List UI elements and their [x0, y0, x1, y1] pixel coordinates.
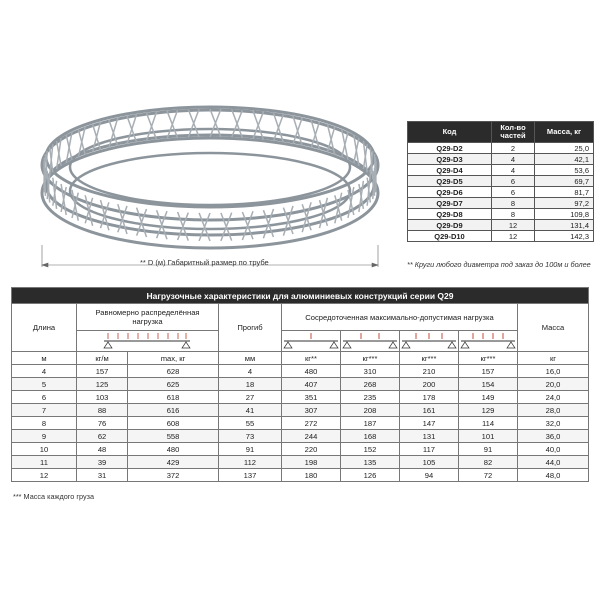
load-cell: 117 [399, 443, 458, 456]
single-point-load-icon [282, 332, 340, 350]
load-cell: 73 [218, 430, 281, 443]
load-cell: 6 [12, 391, 77, 404]
unit-cell: кг/м [77, 352, 128, 365]
load-cell: 180 [281, 469, 340, 482]
load-row [12, 430, 589, 443]
mass-cell: 131,4 [535, 220, 594, 231]
load-cell: 372 [128, 469, 219, 482]
load-row [12, 456, 589, 469]
mass-cell: 81,7 [535, 187, 594, 198]
header-length: Длина [12, 304, 77, 352]
parts-cell: 6 [492, 176, 535, 187]
dimension-label: ** D (м) Габаритный размер по трубе [140, 258, 269, 267]
codes-row [408, 176, 594, 187]
load-cell: 112 [218, 456, 281, 469]
load-cell: 28,0 [518, 404, 589, 417]
load-table [11, 287, 589, 482]
header-deflection: Прогиб [218, 304, 281, 352]
load-cell: 20,0 [518, 378, 589, 391]
codes-row [408, 198, 594, 209]
load-cell: 157 [458, 365, 517, 378]
load-cell: 72 [458, 469, 517, 482]
load-cell: 105 [399, 456, 458, 469]
load-cell: 480 [281, 365, 340, 378]
load-cell: 616 [128, 404, 219, 417]
load-cell: 628 [128, 365, 219, 378]
unit-cell: кг*** [340, 352, 399, 365]
load-cell: 244 [281, 430, 340, 443]
load-cell: 235 [340, 391, 399, 404]
weight-note: *** Масса каждого груза [13, 492, 95, 501]
load-cell: 310 [340, 365, 399, 378]
mass-cell: 69,7 [535, 176, 594, 187]
load-cell: 55 [218, 417, 281, 430]
load-cell: 125 [77, 378, 128, 391]
parts-cell: 8 [492, 198, 535, 209]
codes-row [408, 154, 594, 165]
load-cell: 168 [340, 430, 399, 443]
load-cell: 407 [281, 378, 340, 391]
parts-cell: 12 [492, 220, 535, 231]
code-cell: Q29-D5 [408, 176, 492, 187]
load-cell: 149 [458, 391, 517, 404]
mass-cell: 142,3 [535, 231, 594, 242]
load-cell: 200 [399, 378, 458, 391]
load-cell: 31 [77, 469, 128, 482]
load-cell: 12 [12, 469, 77, 482]
code-cell: Q29-D10 [408, 231, 492, 242]
load-cell: 208 [340, 404, 399, 417]
load-cell: 152 [340, 443, 399, 456]
load-cell: 129 [458, 404, 517, 417]
load-cell: 558 [128, 430, 219, 443]
load-cell: 625 [128, 378, 219, 391]
unit-cell: кг** [281, 352, 340, 365]
load-cell: 76 [77, 417, 128, 430]
load-cell: 137 [218, 469, 281, 482]
load-cell: 40,0 [518, 443, 589, 456]
load-cell: 210 [399, 365, 458, 378]
codes-row [408, 209, 594, 220]
header-mass: Масса, кг [535, 122, 594, 143]
uniform-load-icon [102, 332, 192, 350]
code-cell: Q29-D9 [408, 220, 492, 231]
load-cell: 91 [218, 443, 281, 456]
codes-row [408, 187, 594, 198]
codes-table [407, 121, 594, 242]
load-cell: 131 [399, 430, 458, 443]
load-cell: 16,0 [518, 365, 589, 378]
circular-truss-diagram [30, 95, 390, 270]
unit-cell: max, кг [128, 352, 219, 365]
load-cell: 268 [340, 378, 399, 391]
codes-row [408, 165, 594, 176]
header-code: Код [408, 122, 492, 143]
load-row [12, 469, 589, 482]
load-cell: 608 [128, 417, 219, 430]
parts-cell: 6 [492, 187, 535, 198]
mass-cell: 42,1 [535, 154, 594, 165]
load-row [12, 378, 589, 391]
unit-cell: мм [218, 352, 281, 365]
load-cell: 101 [458, 430, 517, 443]
code-cell: Q29-D7 [408, 198, 492, 209]
load-cell: 48,0 [518, 469, 589, 482]
two-point-load-icon [341, 332, 399, 350]
load-cell: 154 [458, 378, 517, 391]
header-uniform-load: Равномерно распределённая нагрузка [77, 304, 219, 331]
mass-cell: 25,0 [535, 143, 594, 154]
load-table-title: Нагрузочные характеристики для алюминиевых конструкций серии Q29 [12, 288, 589, 304]
load-cell: 32,0 [518, 417, 589, 430]
parts-cell: 12 [492, 231, 535, 242]
load-row [12, 443, 589, 456]
load-cell: 429 [128, 456, 219, 469]
load-cell: 126 [340, 469, 399, 482]
load-cell: 11 [12, 456, 77, 469]
parts-cell: 8 [492, 209, 535, 220]
load-cell: 27 [218, 391, 281, 404]
load-cell: 39 [77, 456, 128, 469]
load-cell: 178 [399, 391, 458, 404]
load-cell: 272 [281, 417, 340, 430]
load-cell: 82 [458, 456, 517, 469]
units-row [12, 352, 589, 365]
load-cell: 307 [281, 404, 340, 417]
load-row [12, 391, 589, 404]
load-cell: 351 [281, 391, 340, 404]
codes-row [408, 220, 594, 231]
codes-row [408, 143, 594, 154]
code-cell: Q29-D2 [408, 143, 492, 154]
unit-cell: кг [518, 352, 589, 365]
load-cell: 9 [12, 430, 77, 443]
load-cell: 48 [77, 443, 128, 456]
code-cell: Q29-D3 [408, 154, 492, 165]
load-cell: 135 [340, 456, 399, 469]
load-cell: 18 [218, 378, 281, 391]
header-point-load: Сосредоточенная максимально-допустимая нагрузка [281, 304, 517, 331]
load-cell: 44,0 [518, 456, 589, 469]
load-cell: 161 [399, 404, 458, 417]
load-cell: 24,0 [518, 391, 589, 404]
load-cell: 157 [77, 365, 128, 378]
load-cell: 91 [458, 443, 517, 456]
load-cell: 220 [281, 443, 340, 456]
parts-cell: 4 [492, 154, 535, 165]
load-row [12, 404, 589, 417]
load-cell: 36,0 [518, 430, 589, 443]
unit-cell: кг*** [399, 352, 458, 365]
load-cell: 4 [12, 365, 77, 378]
load-cell: 480 [128, 443, 219, 456]
header-parts: Кол-во частей [492, 122, 535, 143]
load-cell: 147 [399, 417, 458, 430]
load-cell: 62 [77, 430, 128, 443]
load-cell: 7 [12, 404, 77, 417]
code-cell: Q29-D6 [408, 187, 492, 198]
mass-cell: 109,8 [535, 209, 594, 220]
code-cell: Q29-D8 [408, 209, 492, 220]
load-cell: 8 [12, 417, 77, 430]
load-cell: 618 [128, 391, 219, 404]
code-cell: Q29-D4 [408, 165, 492, 176]
parts-cell: 4 [492, 165, 535, 176]
load-cell: 41 [218, 404, 281, 417]
load-cell: 114 [458, 417, 517, 430]
mass-cell: 97,2 [535, 198, 594, 209]
load-cell: 5 [12, 378, 77, 391]
codes-row [408, 231, 594, 242]
unit-cell: кг*** [458, 352, 517, 365]
load-cell: 4 [218, 365, 281, 378]
load-row [12, 417, 589, 430]
load-cell: 10 [12, 443, 77, 456]
load-cell: 187 [340, 417, 399, 430]
parts-cell: 2 [492, 143, 535, 154]
mass-cell: 53,6 [535, 165, 594, 176]
load-cell: 88 [77, 404, 128, 417]
load-cell: 198 [281, 456, 340, 469]
load-row [12, 365, 589, 378]
four-point-load-icon [459, 332, 517, 350]
header-mass: Масса [518, 304, 589, 352]
custom-order-note: ** Круги любого диаметра под заказ до 100м и более [407, 260, 591, 269]
three-point-load-icon [400, 332, 458, 350]
unit-cell: м [12, 352, 77, 365]
load-cell: 94 [399, 469, 458, 482]
load-cell: 103 [77, 391, 128, 404]
